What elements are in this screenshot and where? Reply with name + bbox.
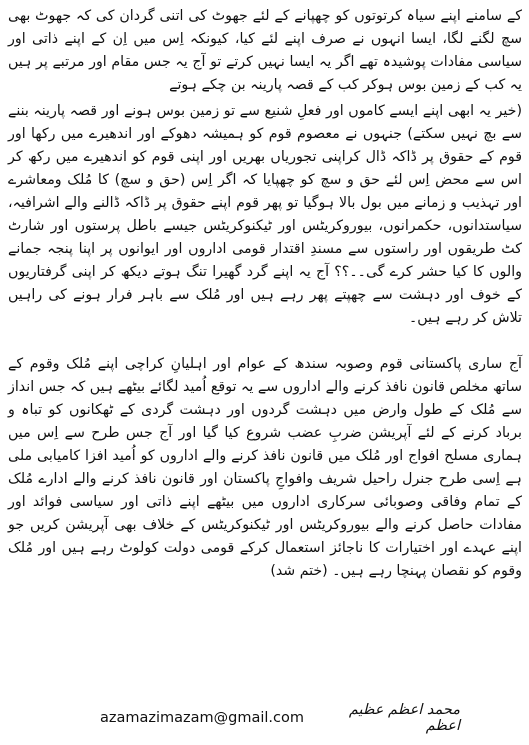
author-name: محمد اعظم عظیم اعظم xyxy=(348,702,460,734)
article-footer xyxy=(100,702,460,734)
paragraph-2: (خیر یہ ابھی اپنے ایسے کاموں اور فعلِ شنیع سے تو زمین بوس ہونے اور قصہ پارینہ بننے سے بچ نہیں سکتے) جنہوں نے معصوم قوم کو ہمیشہ دھوکے اور اندھیرے میں رکھا اور قوم کے حقوق پر ڈاکہ ڈال کراپنی تجوریاں بھریں اور اپنی قوم کو اندھیرے میں رکھ کر اس سے محض اِس لئے حق و سچ کو چھپایا کہ اگر اِس (حق و سچ) کا مُلک ومعاشرے اور تہذیب و زمانے میں بول بالا ہوگیا تو پھر قوم اپنے حقوق پر ڈاکہ ڈالنے والے اشرافیہ، سیاستدانوں، حکمرانوں، بیوروکریٹس اور ٹیکنوکریٹس جیسے باطل پرستوں اور شارٹ کٹ طریقوں اور راستوں سے مسندِ اقتدار قومی اداروں اور ایوانوں پر اپنا پنجہ جمانے والوں کا کیا حشر کرے گی۔۔؟؟ آج یہ اپنے گرد گھیرا تنگ ہوتے دیکھ کر اپنی گرفتاریوں کے خوف اور دہشت سے چھپتے پھر رہے ہیں اور مُلک سے باہر فرار ہونے کی راہیں تلاش کر رہے ہیں۔ xyxy=(8,103,522,326)
paragraph-3: آج ساری پاکستانی قوم وصوبہ سندھ کے عوام اور اہلیانِ کراچی اپنے مُلک وقوم کے ساتھ مخلص قانون نافذ کرنے والے اداروں سے یہ توقع اُمید لگائے بیٹھے ہیں کہ جس انداز سے مُلک کے طول وارض میں دہشت گردوں اور دہشت گردی کے ٹھکانوں کو تباہ و برباد کرنے کے لئے آپریشن ضربِ عضب شروع کیا گیا اور آج جس طرح سے اِس میں ہماری مسلح افواج اور مُلک میں قانون نافذ کرنے والے اداروں کو اُمید افزا کامیابی ملی ہے اِسی طرح جنرل راحیل شریف وافواجِ پاکستان اور قانون نافذ کرنے والے ادارے مُلک کے تمام وفاقی وصوبائی سرکاری اداروں میں بیٹھے اپنے ذاتی اور سیاسی فوائد اور مفادات حاصل کرنے والے بیوروکریٹس اور ٹیکنوکریٹس کے خلاف بھی آپریشن کریں جو اپنے عہدے اور اختیارات کا ناجائز استعمال کرکے قومی دولت کولوٹ رہے ہیں اور مُلک وقوم کو نقصان پہنچا رہے ہیں۔ (ختم شد) xyxy=(8,356,522,579)
author-email: azamazimazam@gmail.com xyxy=(100,710,305,726)
paragraph-1: کے سامنے اپنے سیاہ کرتوتوں کو چھپانے کے لئے جھوٹ کی اتنی گردان کی کہ جھوٹ بھی سچ لگنے لگا، ایسا انہوں نے صرف اپنے لئے کیا، کیونکہ اِس میں اِن کے اپنے ذاتی اور سیاسی مفادات پوشیدہ تھے اگر یہ ایسا نہیں کرتے تو آج یہ جس مقام اور مرتبے پر ہیں یہ کب کے زمین بوس ہوکر کب کے قصہ پارینہ بن چکے ہوتے xyxy=(8,8,522,93)
